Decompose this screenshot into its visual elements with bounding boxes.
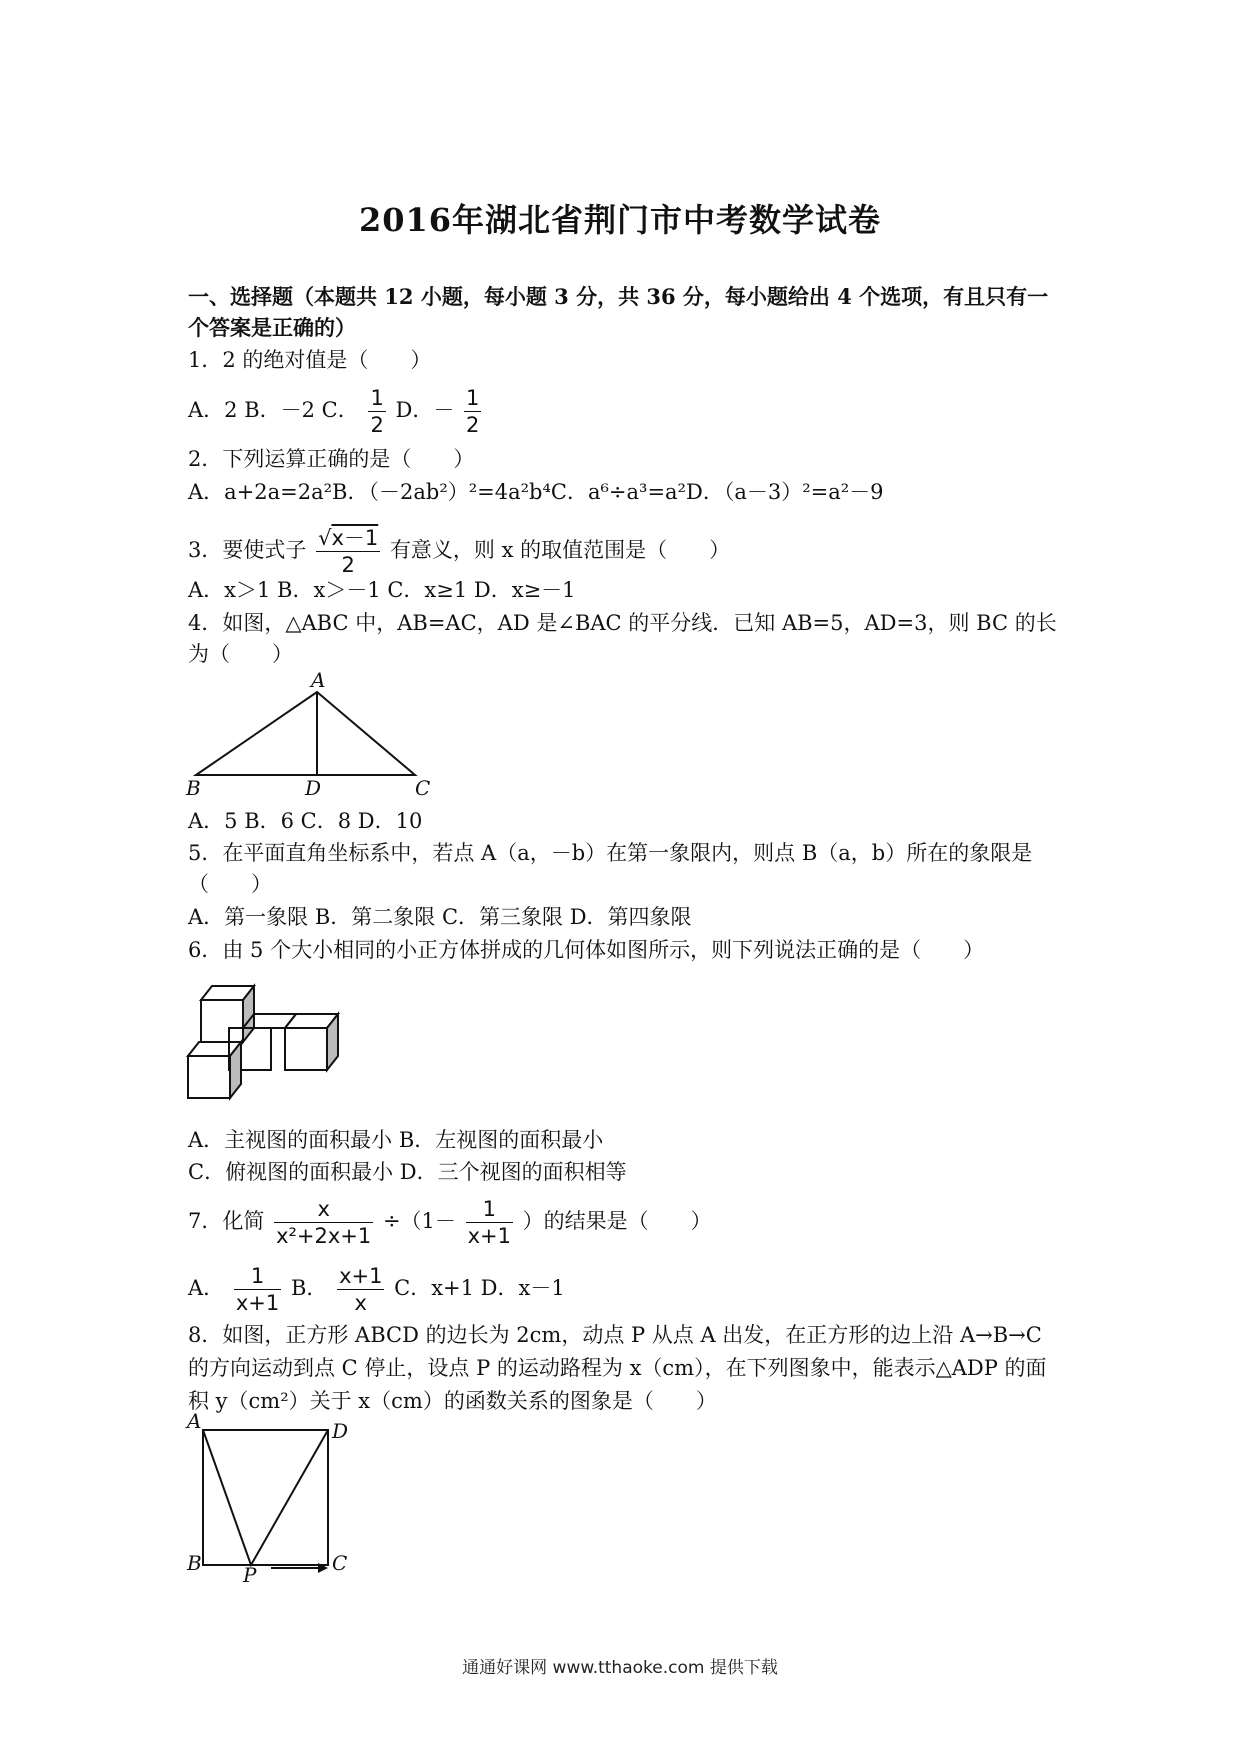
frac-den: x+1 bbox=[467, 1224, 511, 1248]
radical: √x－1 bbox=[318, 526, 379, 550]
frac-num: 1 bbox=[370, 386, 384, 410]
q4-options: A．5 B．6 C．8 D．10 bbox=[188, 809, 423, 833]
q6-options-line1: A．主视图的面积最小 B．左视图的面积最小 bbox=[188, 1128, 604, 1152]
q7-stem-suffix: ）的结果是（ ） bbox=[522, 1209, 712, 1233]
q1-options bbox=[188, 385, 484, 438]
q1-options-prefix: A．2 B．－2 C． bbox=[188, 398, 359, 422]
page-title: 2016年湖北省荆门市中考数学试卷 bbox=[358, 201, 882, 239]
frac-num: x bbox=[274, 1196, 373, 1223]
square-abcd-figure bbox=[183, 1410, 373, 1585]
q7-option-cd: C．x+1 D．x－1 bbox=[394, 1276, 565, 1300]
q7-options bbox=[188, 1263, 565, 1316]
q7-stem bbox=[188, 1196, 712, 1249]
q3-stem-suffix: 有意义，则 x 的取值范围是（ ） bbox=[389, 538, 731, 562]
q7-fraction-1 bbox=[274, 1196, 373, 1249]
q3-sqrt-fraction bbox=[316, 525, 380, 578]
label-b: B bbox=[187, 1551, 202, 1575]
footer: 通通好课网 www.tthaoke.com 提供下载 bbox=[462, 1658, 778, 1678]
label-c: C bbox=[332, 1551, 348, 1575]
frac-num: 1 bbox=[466, 1196, 513, 1223]
frac-den: x²+2x+1 bbox=[276, 1224, 372, 1248]
section-heading-line2: 个答案是正确的） bbox=[188, 315, 356, 340]
frac-den: 2 bbox=[370, 413, 384, 437]
q6-stem: 6．由 5 个大小相同的小正方体拼成的几何体如图所示，则下列说法正确的是（ ） bbox=[188, 938, 985, 962]
cube-stack-figure bbox=[186, 970, 346, 1115]
radicand: x－1 bbox=[331, 526, 379, 550]
q7-option-b: B． bbox=[290, 1276, 328, 1300]
frac-num: 1 bbox=[466, 386, 480, 410]
triangle-abc-figure bbox=[180, 672, 440, 802]
q1-option-d: D．－ bbox=[395, 398, 455, 422]
q7-option-a-fraction bbox=[234, 1263, 281, 1316]
q2-options: A．a+2a=2a²B．（－2ab²）²=4a²b⁴C．a⁶÷a³=a²D．（a－3）²=a²－9 bbox=[188, 480, 884, 504]
q4-line2: 为（ ） bbox=[188, 642, 293, 666]
q7-stem-prefix: 7．化简 bbox=[188, 1209, 265, 1233]
triangle-adp bbox=[203, 1430, 328, 1565]
q8-line3: 积 y（cm²）关于 x（cm）的函数关系的图象是（ ） bbox=[188, 1389, 717, 1413]
triangle-abc bbox=[196, 692, 415, 775]
label-b: B bbox=[186, 776, 201, 800]
q8-line1: 8．如图，正方形 ABCD 的边长为 2cm，动点 P 从点 A 出发，在正方形的边上沿 A→B→C bbox=[188, 1323, 1042, 1347]
square-abcd bbox=[203, 1430, 328, 1565]
q1-stem: 1．2 的绝对值是（ ） bbox=[188, 348, 432, 372]
frac-num: 1 bbox=[234, 1263, 281, 1290]
cube-right-side bbox=[327, 1014, 338, 1070]
q4-line1: 4．如图，△ABC 中，AB=AC，AD 是∠BAC 的平分线．已知 AB=5，AD=3，则 BC 的长 bbox=[188, 611, 1057, 635]
q7-option-b-fraction bbox=[337, 1263, 384, 1316]
q3-stem-prefix: 3．要使式子 bbox=[188, 538, 307, 562]
frac-num: x+1 bbox=[339, 1264, 383, 1288]
q3-options: A．x＞1 B．x＞－1 C．x≥1 D．x≥－1 bbox=[188, 578, 576, 602]
q5-options: A．第一象限 B．第二象限 C．第三象限 D．第四象限 bbox=[188, 905, 692, 929]
frac-den: x+1 bbox=[235, 1291, 280, 1315]
label-a: A bbox=[187, 1410, 202, 1433]
q7-option-a: A． bbox=[188, 1276, 225, 1300]
q6-options-line2: C．俯视图的面积最小 D．三个视图的面积相等 bbox=[188, 1160, 627, 1184]
q1-fraction-d bbox=[464, 385, 481, 438]
q5-line2: （ ） bbox=[188, 872, 272, 896]
label-d: D bbox=[305, 776, 322, 800]
q7-fraction-2 bbox=[466, 1196, 513, 1249]
cube-top-side bbox=[243, 986, 254, 1042]
q5-line1: 5．在平面直角坐标系中，若点 A（a，－b）在第一象限内，则点 B（a，b）所在的象限是 bbox=[188, 841, 1033, 865]
q1-fraction-c bbox=[368, 385, 385, 438]
frac-den: 2 bbox=[341, 553, 355, 577]
label-d: D bbox=[332, 1419, 349, 1443]
cube-top-front bbox=[201, 1000, 243, 1042]
q7-divide: ÷（1－ bbox=[382, 1209, 456, 1233]
q2-stem: 2．下列运算正确的是（ ） bbox=[188, 447, 475, 471]
label-c: C bbox=[415, 776, 431, 800]
label-a: A bbox=[311, 672, 326, 692]
frac-den: 2 bbox=[466, 413, 480, 437]
frac-den: x bbox=[354, 1291, 367, 1315]
label-p: P bbox=[243, 1563, 257, 1585]
q8-line2: 的方向运动到点 C 停止，设点 P 的运动路程为 x（cm），在下列图象中，能表示△ADP 的面 bbox=[188, 1356, 1047, 1380]
cube-left-side bbox=[230, 1042, 241, 1098]
cube-left-front bbox=[188, 1056, 230, 1098]
section-heading-line1: 一、选择题（本题共 12 小题，每小题 3 分，共 36 分，每小题给出 4 个选项，有且只有一 bbox=[188, 284, 1049, 309]
q3-stem bbox=[188, 525, 730, 578]
cube-right-front bbox=[285, 1028, 327, 1070]
